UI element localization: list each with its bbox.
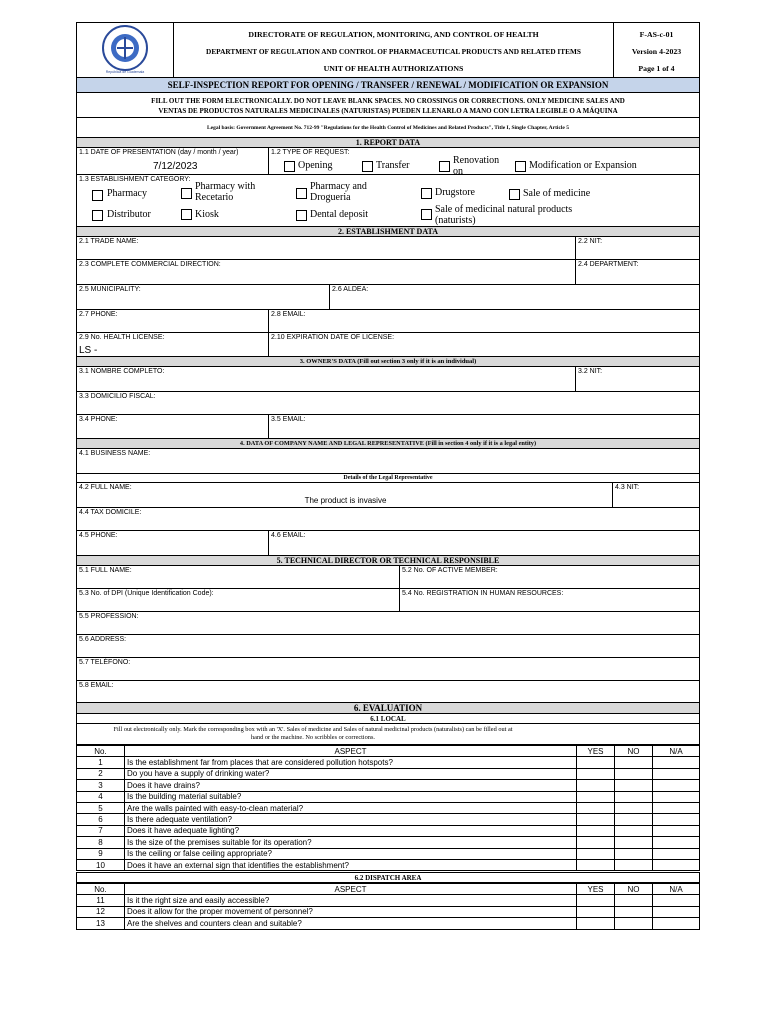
natural-products-option: Sale of medicinal natural products (naturists) — [435, 204, 573, 226]
pharmacy-drogueria-option: Pharmacy and Drogueria — [310, 181, 367, 203]
header-code-cell — [613, 22, 700, 78]
modification-option: Modification or Expansion — [529, 160, 637, 171]
tech-name-label: 5.1 FULL NAME: — [79, 567, 132, 574]
local-subtitle: 6.1 LOCAL — [76, 713, 700, 724]
trade-name-field[interactable] — [76, 236, 576, 260]
natural-products-checkbox[interactable] — [421, 209, 432, 220]
evaluation-note-line-2: hand or the machine. No scribbles or corrections. — [251, 734, 375, 741]
no-cell[interactable] — [615, 837, 653, 848]
pharmacy-option: Pharmacy — [107, 188, 147, 199]
form-version: Version 4-2023 — [631, 47, 682, 56]
legal-rep-details-title: Details of the Legal Representative — [76, 473, 700, 483]
aspect-text: Is the building material suitable? — [125, 791, 577, 802]
no-cell[interactable] — [615, 918, 653, 929]
pharmacy-checkbox[interactable] — [92, 190, 103, 201]
yes-cell[interactable] — [577, 814, 615, 825]
owner-domicile-label: 3.3 DOMICILIO FISCAL: — [79, 393, 156, 400]
row-number: 5 — [77, 802, 125, 813]
col-na-header: N/A — [653, 746, 700, 757]
table-row — [77, 837, 700, 848]
dental-deposit-option: Dental deposit — [310, 209, 369, 220]
no-cell[interactable] — [615, 825, 653, 836]
kiosk-checkbox[interactable] — [181, 209, 192, 220]
instructions-line-2: VENTAS DE PRODUCTOS NATURALES MEDICINALES (NATURISTAS) PUEDEN LLENARLO A MANO CON LETRA LEGIBLE O A MÁQUINA — [158, 107, 618, 115]
establishment-nit-label: 2.2 NIT: — [578, 238, 603, 245]
row-number: 9 — [77, 848, 125, 859]
drugstore-checkbox[interactable] — [421, 188, 432, 199]
aspect-text: Is it the right size and easily accessible? — [125, 895, 577, 906]
tax-domicile-label: 4.4 TAX DOMICILE: — [79, 509, 142, 516]
owner-phone-label: 3.4 PHONE: — [79, 416, 118, 423]
municipality-label: 2.5 MUNICIPALITY: — [79, 286, 141, 293]
renovation-checkbox[interactable] — [439, 161, 450, 172]
category-label: 1.3 ESTABLISHMENT CATEGORY: — [79, 176, 191, 183]
row-number: 11 — [77, 895, 125, 906]
pharmacy-drogueria-checkbox[interactable] — [296, 188, 307, 199]
row-number: 12 — [77, 906, 125, 917]
yes-cell[interactable] — [577, 848, 615, 859]
tech-email-label: 5.8 EMAIL: — [79, 682, 114, 689]
section-1-title: 1. REPORT DATA — [76, 137, 700, 148]
row-number: 3 — [77, 780, 125, 791]
row-number: 4 — [77, 791, 125, 802]
row-number: 1 — [77, 757, 125, 768]
table-row — [77, 814, 700, 825]
table-row — [77, 768, 700, 779]
section-5-title: 5. TECHNICAL DIRECTOR OR TECHNICAL RESPONSIBLE — [76, 555, 700, 566]
no-cell[interactable] — [615, 791, 653, 802]
ministry-logo — [95, 24, 155, 78]
section-4-title: 4. DATA OF COMPANY NAME AND LEGAL REPRESENTATIVE (Fill in section 4 only if it is a legal entity) — [76, 438, 700, 449]
health-license-value: LS - — [79, 345, 98, 356]
tech-phone-label: 5.7 TELÉFONO: — [79, 659, 131, 666]
transfer-option: Transfer — [376, 160, 410, 171]
aldea-field[interactable] — [329, 284, 700, 310]
page-number: Page 1 of 4 — [638, 64, 675, 73]
sale-medicine-option: Sale of medicine — [523, 188, 591, 199]
tech-name-field[interactable] — [76, 565, 400, 589]
aspect-text: Is the establishment far from places that are considered pollution hotspots? — [125, 757, 577, 768]
establishment-phone-label: 2.7 PHONE: — [79, 311, 118, 318]
table-row — [77, 780, 700, 791]
row-number: 13 — [77, 918, 125, 929]
owner-name-field[interactable] — [76, 366, 576, 392]
col-no2-header: NO — [615, 746, 653, 757]
aspect-text: Are the shelves and counters clean and suitable? — [125, 918, 577, 929]
owner-email-label: 3.5 EMAIL: — [271, 416, 306, 423]
na-cell[interactable] — [653, 825, 700, 836]
yes-cell[interactable] — [577, 768, 615, 779]
na-cell[interactable] — [653, 837, 700, 848]
header-line-2: DEPARTMENT OF REGULATION AND CONTROL OF PHARMACEUTICAL PRODUCTS AND RELATED ITEMS — [206, 47, 581, 56]
health-license-field[interactable] — [76, 332, 269, 357]
pharmacy-recetario-checkbox[interactable] — [181, 188, 192, 199]
owner-domicile-field[interactable] — [76, 391, 700, 415]
trade-name-label: 2.1 TRADE NAME: — [79, 238, 139, 245]
tech-phone-field[interactable] — [76, 657, 700, 681]
no-cell[interactable] — [615, 780, 653, 791]
aspect-text: Do you have a supply of drinking water? — [125, 768, 577, 779]
opening-option: Opening — [298, 160, 333, 171]
no-cell[interactable] — [615, 895, 653, 906]
local-evaluation-table — [76, 745, 700, 871]
company-phone-field[interactable] — [76, 530, 269, 556]
opening-checkbox[interactable] — [284, 161, 295, 172]
header-title-cell — [173, 22, 614, 78]
dispatch-table-header — [77, 884, 700, 895]
na-cell[interactable] — [653, 814, 700, 825]
aldea-label: 2.6 ALDEA: — [332, 286, 369, 293]
address-label: 2.3 COMPLETE COMMERCIAL DIRECTION: — [79, 261, 221, 268]
date-cell — [76, 147, 269, 175]
no-cell[interactable] — [615, 906, 653, 917]
table-row — [77, 848, 700, 859]
aspect-text: Is there adequate ventilation? — [125, 814, 577, 825]
health-license-label: 2.9 No. HEALTH LICENSE: — [79, 334, 165, 341]
request-type-label: 1.2 TYPE OF REQUEST: — [271, 149, 350, 156]
header-line-1: DIRECTORATE OF REGULATION, MONITORING, AND CONTROL OF HEALTH — [248, 30, 539, 39]
legal-rep-name-label: 4.2 FULL NAME: — [79, 484, 132, 491]
na-cell[interactable] — [653, 859, 700, 870]
owner-name-label: 3.1 NOMBRE COMPLETO: — [79, 368, 165, 375]
na-cell[interactable] — [653, 906, 700, 917]
na-cell[interactable] — [653, 918, 700, 929]
form-title: SELF-INSPECTION REPORT FOR OPENING / TRANSFER / RENEWAL / MODIFICATION OR EXPANSION — [76, 77, 700, 93]
row-number: 6 — [77, 814, 125, 825]
company-email-label: 4.6 EMAIL: — [271, 532, 306, 539]
yes-cell[interactable] — [577, 859, 615, 870]
table-row — [77, 918, 700, 929]
legal-rep-name-value: The product is invasive — [304, 496, 387, 505]
header-line-3: UNIT OF HEALTH AUTHORIZATIONS — [323, 64, 464, 73]
department-field[interactable] — [575, 259, 700, 285]
col-yes-header: YES — [577, 884, 615, 895]
legal-rep-nit-field[interactable] — [612, 482, 700, 508]
yes-cell[interactable] — [577, 825, 615, 836]
member-no-label: 5.2 No. OF ACTIVE MEMBER: — [402, 567, 498, 574]
business-name-label: 4.1 BUSINESS NAME: — [79, 450, 151, 457]
dpi-field[interactable] — [76, 588, 400, 612]
row-number: 2 — [77, 768, 125, 779]
aspect-text: Is the ceiling or false ceiling appropriate? — [125, 848, 577, 859]
drugstore-option: Drugstore — [435, 187, 475, 198]
table-row — [77, 802, 700, 813]
logo-caption: República de Guatemala — [105, 70, 145, 74]
member-no-field[interactable] — [399, 565, 700, 589]
yes-cell[interactable] — [577, 918, 615, 929]
col-yes-header: YES — [577, 746, 615, 757]
local-table-header — [77, 746, 700, 757]
establishment-email-label: 2.8 EMAIL: — [271, 311, 306, 318]
yes-cell[interactable] — [577, 837, 615, 848]
no-cell[interactable] — [615, 859, 653, 870]
department-label: 2.4 DEPARTMENT: — [578, 261, 639, 268]
yes-cell[interactable] — [577, 895, 615, 906]
pharmacy-recetario-option: Pharmacy with Recetario — [195, 181, 256, 203]
table-row — [77, 791, 700, 802]
col-aspect-header: ASPECT — [125, 884, 577, 895]
expiration-field[interactable] — [268, 332, 700, 357]
table-row — [77, 859, 700, 870]
aspect-text: Are the walls painted with easy-to-clean material? — [125, 802, 577, 813]
owner-nit-field[interactable] — [575, 366, 700, 392]
na-cell[interactable] — [653, 802, 700, 813]
hr-registration-label: 5.4 No. REGISTRATION IN HUMAN RESOURCES: — [402, 590, 564, 597]
table-row — [77, 757, 700, 768]
yes-cell[interactable] — [577, 780, 615, 791]
evaluation-note — [76, 723, 700, 745]
aspect-text: Does it have adequate lighting? — [125, 825, 577, 836]
expiration-label: 2.10 EXPIRATION DATE OF LICENSE: — [271, 334, 395, 341]
address-field[interactable] — [76, 259, 576, 285]
na-cell[interactable] — [653, 757, 700, 768]
company-email-field[interactable] — [268, 530, 700, 556]
row-number: 7 — [77, 825, 125, 836]
sale-medicine-checkbox[interactable] — [509, 189, 520, 200]
yes-cell[interactable] — [577, 802, 615, 813]
yes-cell[interactable] — [577, 906, 615, 917]
tech-address-label: 5.6 ADDRESS: — [79, 636, 127, 643]
date-value[interactable]: 7/12/2023 — [153, 161, 198, 172]
dispatch-evaluation-table — [76, 883, 700, 930]
col-no-header: No. — [77, 884, 125, 895]
table-row — [77, 895, 700, 906]
renovation-option: Renovation on — [453, 155, 500, 177]
row-number: 8 — [77, 837, 125, 848]
company-phone-label: 4.5 PHONE: — [79, 532, 118, 539]
dpi-label: 5.3 No. of DPI (Unique Identification Code): — [79, 590, 214, 597]
kiosk-option: Kiosk — [195, 209, 219, 220]
col-na-header: N/A — [653, 884, 700, 895]
na-cell[interactable] — [653, 768, 700, 779]
dispatch-subtitle: 6.2 DISPATCH AREA — [76, 872, 700, 883]
distributor-checkbox[interactable] — [92, 210, 103, 221]
legal-rep-name-field[interactable] — [76, 482, 613, 508]
no-cell[interactable] — [615, 768, 653, 779]
profession-label: 5.5 PROFESSION: — [79, 613, 139, 620]
aspect-text: Is the size of the premises suitable for its operation? — [125, 837, 577, 848]
aspect-text: Does it have drains? — [125, 780, 577, 791]
col-no-header: No. — [77, 746, 125, 757]
aspect-text: Does it allow for the proper movement of personnel? — [125, 906, 577, 917]
section-2-title: 2. ESTABLISHMENT DATA — [76, 226, 700, 237]
table-row — [77, 825, 700, 836]
form-code: F-AS-c-01 — [639, 30, 674, 39]
modification-checkbox[interactable] — [515, 161, 526, 172]
transfer-checkbox[interactable] — [362, 161, 373, 172]
legal-rep-nit-label: 4.3 NIT: — [615, 484, 640, 491]
no-cell[interactable] — [615, 757, 653, 768]
tax-domicile-field[interactable] — [76, 507, 700, 531]
owner-phone-field[interactable] — [76, 414, 269, 439]
dental-deposit-checkbox[interactable] — [296, 210, 307, 221]
legal-basis: Legal basis: Government Agreement No. 712-99 "Regulations for the Health Control of Medicines and Related Products", Title I, Single Chapter, Article 5 — [76, 117, 700, 138]
yes-cell[interactable] — [577, 757, 615, 768]
table-row — [77, 906, 700, 917]
section-3-title: 3. OWNER'S DATA (Fill out section 3 only if it is an individual) — [76, 356, 700, 367]
date-label: 1.1 DATE OF PRESENTATION (day / month / year) — [79, 149, 239, 156]
establishment-nit-field[interactable] — [575, 236, 700, 260]
col-aspect-header: ASPECT — [125, 746, 577, 757]
na-cell[interactable] — [653, 791, 700, 802]
section-6-title: 6. EVALUATION — [76, 702, 700, 714]
instructions-line-1: FILL OUT THE FORM ELECTRONICALLY. DO NOT LEAVE BLANK SPACES. NO CROSSINGS OR CORRECTIONS. ONLY MEDICINE SALES AND — [151, 97, 625, 105]
tech-email-field[interactable] — [76, 680, 700, 703]
establishment-phone-field[interactable] — [76, 309, 269, 333]
business-name-field[interactable] — [76, 448, 700, 474]
hr-registration-field[interactable] — [399, 588, 700, 612]
profession-field[interactable] — [76, 611, 700, 635]
evaluation-note-line-1: Fill out electronically only. Mark the corresponding box with an 'X'. Sales of medicine and Sales of natural medicinal products (naturalists) can be filled out at — [113, 726, 513, 733]
col-no2-header: NO — [615, 884, 653, 895]
instructions-box — [76, 92, 700, 118]
owner-nit-label: 3.2 NIT: — [578, 368, 603, 375]
no-cell[interactable] — [615, 848, 653, 859]
na-cell[interactable] — [653, 780, 700, 791]
distributor-option: Distributor — [107, 209, 151, 220]
owner-email-field[interactable] — [268, 414, 700, 439]
no-cell[interactable] — [615, 802, 653, 813]
municipality-field[interactable] — [76, 284, 330, 310]
establishment-email-field[interactable] — [268, 309, 700, 333]
aspect-text: Does it have an external sign that identifies the establishment? — [125, 859, 577, 870]
row-number: 10 — [77, 859, 125, 870]
no-cell[interactable] — [615, 814, 653, 825]
yes-cell[interactable] — [577, 791, 615, 802]
na-cell[interactable] — [653, 895, 700, 906]
na-cell[interactable] — [653, 848, 700, 859]
tech-address-field[interactable] — [76, 634, 700, 658]
